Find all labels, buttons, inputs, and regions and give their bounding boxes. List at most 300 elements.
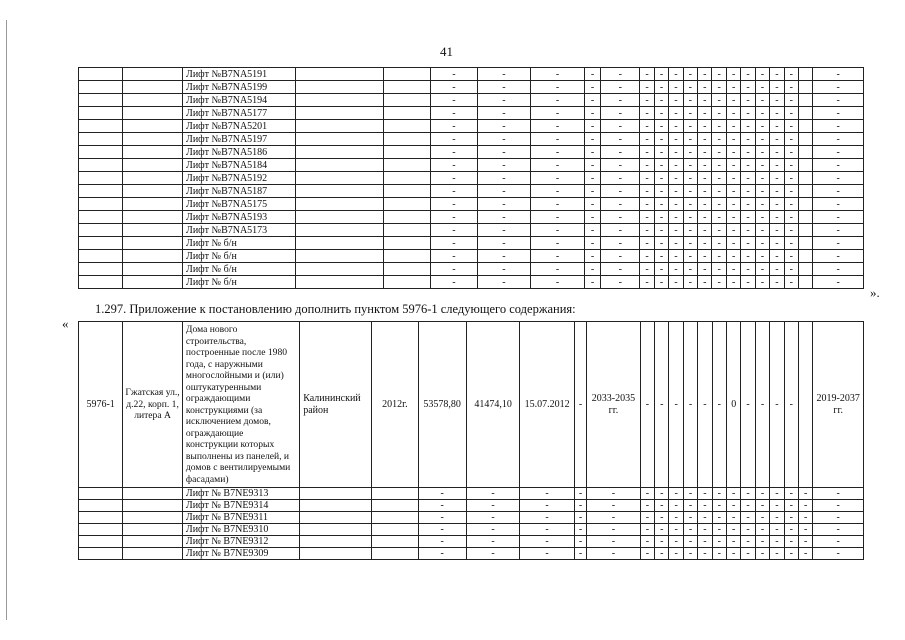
empty-cell: [123, 524, 183, 536]
dash-cell: -: [601, 94, 640, 107]
record-date: 15.07.2012: [520, 322, 575, 488]
dash-cell: -: [587, 548, 640, 560]
dash-cell: -: [601, 146, 640, 159]
empty-cell: [799, 185, 813, 198]
dash-cell: -: [531, 107, 585, 120]
empty-cell: [79, 94, 123, 107]
dash-cell: -: [770, 146, 784, 159]
empty-cell: [372, 512, 418, 524]
dash-cell: -: [654, 146, 668, 159]
dash-cell: -: [741, 548, 755, 560]
dash-cell: -: [431, 211, 477, 224]
record-dash: -: [770, 322, 784, 488]
dash-cell: -: [601, 263, 640, 276]
dash-cell: -: [712, 133, 726, 146]
dash-cell: -: [698, 224, 712, 237]
dash-cell: -: [813, 237, 864, 250]
dash-cell: -: [698, 159, 712, 172]
dash-cell: -: [477, 237, 531, 250]
dash-cell: -: [477, 94, 531, 107]
dash-cell: -: [640, 536, 654, 548]
dash-cell: -: [477, 146, 531, 159]
lift-row: [79, 224, 864, 237]
dash-cell: -: [712, 120, 726, 133]
dash-cell: -: [741, 524, 755, 536]
dash-cell: -: [431, 185, 477, 198]
dash-cell: -: [698, 211, 712, 224]
dash-cell: -: [712, 185, 726, 198]
dash-cell: -: [755, 237, 769, 250]
dash-cell: -: [698, 146, 712, 159]
dash-cell: -: [574, 536, 586, 548]
dash-cell: -: [741, 172, 755, 185]
dash-cell: -: [477, 107, 531, 120]
dash-cell: -: [584, 198, 600, 211]
dash-cell: -: [584, 94, 600, 107]
dash-cell: -: [531, 224, 585, 237]
dash-cell: -: [654, 237, 668, 250]
dash-cell: -: [755, 512, 769, 524]
empty-cell: [123, 536, 183, 548]
record-area-living: 41474,10: [466, 322, 519, 488]
dash-cell: -: [727, 512, 741, 524]
dash-cell: -: [813, 81, 864, 94]
empty-cell: [799, 68, 813, 81]
dash-cell: -: [712, 536, 726, 548]
record-final-period: 2019-2037 гг.: [813, 322, 864, 488]
dash-cell: -: [770, 120, 784, 133]
dash-cell: -: [655, 512, 669, 524]
dash-cell: -: [466, 488, 519, 500]
dash-cell: -: [584, 237, 600, 250]
dash-cell: -: [813, 488, 864, 500]
dash-cell: -: [770, 536, 784, 548]
dash-cell: -: [477, 211, 531, 224]
dash-cell: -: [584, 276, 600, 289]
dash-cell: -: [584, 263, 600, 276]
lift-row: [79, 524, 864, 536]
dash-cell: -: [726, 185, 740, 198]
dash-cell: -: [640, 512, 654, 524]
dash-cell: -: [520, 548, 575, 560]
empty-cell: [79, 68, 123, 81]
lift-row: [79, 512, 864, 524]
dash-cell: -: [784, 211, 798, 224]
empty-cell: [123, 488, 183, 500]
empty-cell: [79, 211, 123, 224]
dash-cell: -: [770, 185, 784, 198]
dash-cell: -: [770, 224, 784, 237]
dash-cell: -: [784, 512, 798, 524]
dash-cell: -: [601, 237, 640, 250]
dash-cell: -: [741, 159, 755, 172]
empty-cell: [383, 185, 430, 198]
dash-cell: -: [520, 536, 575, 548]
empty-cell: [383, 107, 430, 120]
empty-cell: [383, 198, 430, 211]
dash-cell: -: [784, 120, 798, 133]
dash-cell: -: [770, 524, 784, 536]
dash-cell: -: [712, 524, 726, 536]
dash-cell: -: [755, 94, 769, 107]
dash-cell: -: [669, 146, 683, 159]
dash-cell: -: [726, 198, 740, 211]
dash-cell: -: [683, 548, 697, 560]
dash-cell: -: [784, 250, 798, 263]
dash-cell: -: [698, 68, 712, 81]
lift-name: Лифт №B7NA5175: [183, 198, 296, 211]
lift-name: Лифт №B7NA5199: [183, 81, 296, 94]
dash-cell: -: [813, 276, 864, 289]
empty-cell: [123, 159, 183, 172]
empty-cell: [123, 500, 183, 512]
dash-cell: -: [669, 500, 683, 512]
dash-cell: -: [741, 500, 755, 512]
dash-cell: -: [755, 146, 769, 159]
lift-name: Лифт № B7NE9313: [182, 488, 299, 500]
dash-cell: -: [654, 250, 668, 263]
dash-cell: -: [683, 159, 697, 172]
dash-cell: -: [640, 159, 654, 172]
empty-cell: [799, 198, 813, 211]
empty-cell: [79, 263, 123, 276]
lift-name: Лифт №B7NA5193: [183, 211, 296, 224]
empty-cell: [79, 512, 123, 524]
record-zero: 0: [727, 322, 741, 488]
empty-cell: [383, 146, 430, 159]
dash-cell: -: [813, 68, 864, 81]
opening-quote: «: [62, 316, 69, 331]
dash-cell: -: [640, 237, 654, 250]
empty-cell: [383, 211, 430, 224]
empty-cell: [123, 263, 183, 276]
empty-cell: [123, 107, 183, 120]
dash-cell: -: [477, 198, 531, 211]
dash-cell: -: [813, 198, 864, 211]
dash-cell: -: [574, 512, 586, 524]
dash-cell: -: [784, 185, 798, 198]
dash-cell: -: [698, 185, 712, 198]
dash-cell: -: [741, 211, 755, 224]
dash-cell: -: [813, 107, 864, 120]
dash-cell: -: [654, 68, 668, 81]
dash-cell: -: [587, 524, 640, 536]
dash-cell: -: [654, 211, 668, 224]
dash-cell: -: [601, 185, 640, 198]
empty-cell: [296, 276, 384, 289]
dash-cell: -: [813, 172, 864, 185]
dash-cell: -: [531, 159, 585, 172]
dash-cell: -: [640, 224, 654, 237]
dash-cell: -: [683, 250, 697, 263]
empty-cell: [383, 224, 430, 237]
lift-name: Лифт № б/н: [183, 237, 296, 250]
empty-cell: [123, 512, 183, 524]
dash-cell: -: [683, 237, 697, 250]
dash-cell: -: [813, 185, 864, 198]
dash-cell: -: [712, 146, 726, 159]
dash-cell: -: [698, 536, 712, 548]
dash-cell: -: [712, 81, 726, 94]
dash-cell: -: [712, 548, 726, 560]
lift-name: Лифт № б/н: [183, 250, 296, 263]
dash-cell: -: [531, 172, 585, 185]
dash-cell: -: [784, 536, 798, 548]
dash-cell: -: [466, 500, 519, 512]
dash-cell: -: [654, 198, 668, 211]
dash-cell: -: [698, 488, 712, 500]
dash-cell: -: [477, 159, 531, 172]
dash-cell: -: [584, 146, 600, 159]
record-area-total: 53578,80: [418, 322, 466, 488]
record-dash: -: [669, 322, 683, 488]
dash-cell: -: [770, 133, 784, 146]
empty-cell: [383, 94, 430, 107]
dash-cell: -: [574, 488, 586, 500]
dash-cell: -: [770, 81, 784, 94]
dash-cell: -: [741, 250, 755, 263]
lift-name: Лифт №B7NA5197: [183, 133, 296, 146]
dash-cell: -: [770, 548, 784, 560]
dash-cell: -: [655, 488, 669, 500]
dash-cell: -: [726, 81, 740, 94]
empty-cell: [123, 133, 183, 146]
empty-cell: [383, 250, 430, 263]
empty-cell: [296, 250, 384, 263]
dash-cell: -: [698, 133, 712, 146]
lift-name: Лифт № B7NE9314: [182, 500, 299, 512]
empty-cell: [296, 68, 384, 81]
dash-cell: -: [726, 159, 740, 172]
empty-cell: [799, 276, 813, 289]
dash-cell: -: [726, 146, 740, 159]
dash-cell: -: [727, 548, 741, 560]
dash-cell: -: [770, 107, 784, 120]
record-period: 2033-2035 гг.: [587, 322, 640, 488]
dash-cell: -: [601, 198, 640, 211]
dash-cell: -: [741, 237, 755, 250]
lift-row: [79, 81, 864, 94]
dash-cell: -: [520, 500, 575, 512]
lift-row: [79, 276, 864, 289]
empty-cell: [300, 512, 372, 524]
dash-cell: -: [770, 172, 784, 185]
dash-cell: -: [712, 276, 726, 289]
dash-cell: -: [587, 536, 640, 548]
dash-cell: -: [683, 185, 697, 198]
dash-cell: -: [584, 172, 600, 185]
dash-cell: -: [726, 133, 740, 146]
empty-cell: [372, 488, 418, 500]
empty-cell: [79, 107, 123, 120]
dash-cell: -: [712, 237, 726, 250]
dash-cell: -: [813, 224, 864, 237]
lift-row: [79, 500, 864, 512]
dash-cell: -: [669, 536, 683, 548]
dash-cell: -: [712, 68, 726, 81]
dash-cell: -: [418, 500, 466, 512]
dash-cell: -: [813, 146, 864, 159]
dash-cell: -: [726, 94, 740, 107]
dash-cell: -: [431, 68, 477, 81]
dash-cell: -: [755, 500, 769, 512]
dash-cell: -: [798, 536, 812, 548]
dash-cell: -: [698, 512, 712, 524]
dash-cell: -: [587, 488, 640, 500]
dash-cell: -: [755, 488, 769, 500]
lift-name: Лифт №B7NA5186: [183, 146, 296, 159]
dash-cell: -: [640, 263, 654, 276]
dash-cell: -: [669, 159, 683, 172]
empty-cell: [799, 263, 813, 276]
dash-cell: -: [655, 500, 669, 512]
dash-cell: -: [698, 276, 712, 289]
dash-cell: -: [640, 211, 654, 224]
dash-cell: -: [654, 81, 668, 94]
dash-cell: -: [418, 536, 466, 548]
dash-cell: -: [698, 94, 712, 107]
dash-cell: -: [640, 107, 654, 120]
dash-cell: -: [640, 276, 654, 289]
dash-cell: -: [683, 198, 697, 211]
dash-cell: -: [640, 185, 654, 198]
lift-row: [79, 120, 864, 133]
empty-cell: [383, 120, 430, 133]
empty-cell: [79, 185, 123, 198]
lift-name: Лифт №B7NA5192: [183, 172, 296, 185]
dash-cell: -: [813, 524, 864, 536]
dash-cell: -: [418, 524, 466, 536]
dash-cell: -: [584, 159, 600, 172]
lift-row: [79, 172, 864, 185]
empty-cell: [79, 488, 123, 500]
dash-cell: -: [601, 224, 640, 237]
dash-cell: -: [683, 81, 697, 94]
dash-cell: -: [726, 211, 740, 224]
dash-cell: -: [683, 120, 697, 133]
lift-name: Лифт № B7NE9309: [182, 548, 299, 560]
lift-name: Лифт №B7NA5177: [183, 107, 296, 120]
dash-cell: -: [655, 548, 669, 560]
dash-cell: -: [431, 250, 477, 263]
dash-cell: -: [683, 488, 697, 500]
dash-cell: -: [640, 146, 654, 159]
dash-cell: -: [770, 198, 784, 211]
dash-cell: -: [584, 250, 600, 263]
dash-cell: -: [813, 211, 864, 224]
dash-cell: -: [741, 94, 755, 107]
dash-cell: -: [584, 81, 600, 94]
dash-cell: -: [601, 68, 640, 81]
empty-cell: [383, 276, 430, 289]
dash-cell: -: [669, 250, 683, 263]
dash-cell: -: [654, 172, 668, 185]
record-dash: -: [784, 322, 798, 488]
empty-cell: [372, 536, 418, 548]
dash-cell: -: [683, 68, 697, 81]
lift-name: Лифт № B7NE9311: [182, 512, 299, 524]
dash-cell: -: [741, 488, 755, 500]
dash-cell: -: [531, 198, 585, 211]
empty-cell: [296, 237, 384, 250]
empty-cell: [296, 159, 384, 172]
dash-cell: -: [601, 172, 640, 185]
dash-cell: -: [784, 276, 798, 289]
dash-cell: -: [813, 133, 864, 146]
dash-cell: -: [698, 120, 712, 133]
empty-cell: [799, 250, 813, 263]
empty-cell: [79, 198, 123, 211]
dash-cell: -: [698, 172, 712, 185]
dash-cell: -: [531, 120, 585, 133]
dash-cell: -: [784, 146, 798, 159]
dash-cell: -: [727, 524, 741, 536]
dash-cell: -: [755, 224, 769, 237]
record-dash: -: [640, 322, 654, 488]
dash-cell: -: [726, 250, 740, 263]
dash-cell: -: [784, 488, 798, 500]
dash-cell: -: [531, 81, 585, 94]
record-address: Гжатская ул., д.22, корп. 1, литера А: [123, 322, 183, 488]
dash-cell: -: [698, 107, 712, 120]
dash-cell: -: [669, 237, 683, 250]
dash-cell: -: [770, 237, 784, 250]
dash-cell: -: [698, 500, 712, 512]
dash-cell: -: [601, 81, 640, 94]
empty-cell: [79, 250, 123, 263]
dash-cell: -: [755, 68, 769, 81]
dash-cell: -: [418, 548, 466, 560]
dash-cell: -: [813, 500, 864, 512]
dash-cell: -: [531, 211, 585, 224]
dash-cell: -: [531, 146, 585, 159]
dash-cell: -: [683, 524, 697, 536]
dash-cell: -: [640, 198, 654, 211]
lift-row: [79, 250, 864, 263]
dash-cell: -: [770, 500, 784, 512]
dash-cell: -: [770, 512, 784, 524]
lift-name: Лифт №B7NA5194: [183, 94, 296, 107]
dash-cell: -: [755, 81, 769, 94]
dash-cell: -: [770, 488, 784, 500]
empty-cell: [123, 68, 183, 81]
dash-cell: -: [669, 198, 683, 211]
empty-cell: [300, 500, 372, 512]
dash-cell: -: [654, 159, 668, 172]
dash-cell: -: [584, 211, 600, 224]
dash-cell: -: [813, 548, 864, 560]
dash-cell: -: [741, 512, 755, 524]
dash-cell: -: [431, 172, 477, 185]
empty-cell: [123, 237, 183, 250]
record-dash: -: [698, 322, 712, 488]
lift-name: Лифт № б/н: [183, 263, 296, 276]
record-district: Калининский район: [300, 322, 372, 488]
dash-cell: -: [431, 146, 477, 159]
dash-cell: -: [584, 133, 600, 146]
dash-cell: -: [755, 536, 769, 548]
dash-cell: -: [683, 500, 697, 512]
dash-cell: -: [741, 107, 755, 120]
empty-cell: [79, 536, 123, 548]
dash-cell: -: [654, 185, 668, 198]
dash-cell: -: [431, 224, 477, 237]
dash-cell: -: [601, 159, 640, 172]
dash-cell: -: [669, 488, 683, 500]
dash-cell: -: [798, 548, 812, 560]
margin-line: [6, 20, 7, 620]
dash-cell: -: [477, 133, 531, 146]
